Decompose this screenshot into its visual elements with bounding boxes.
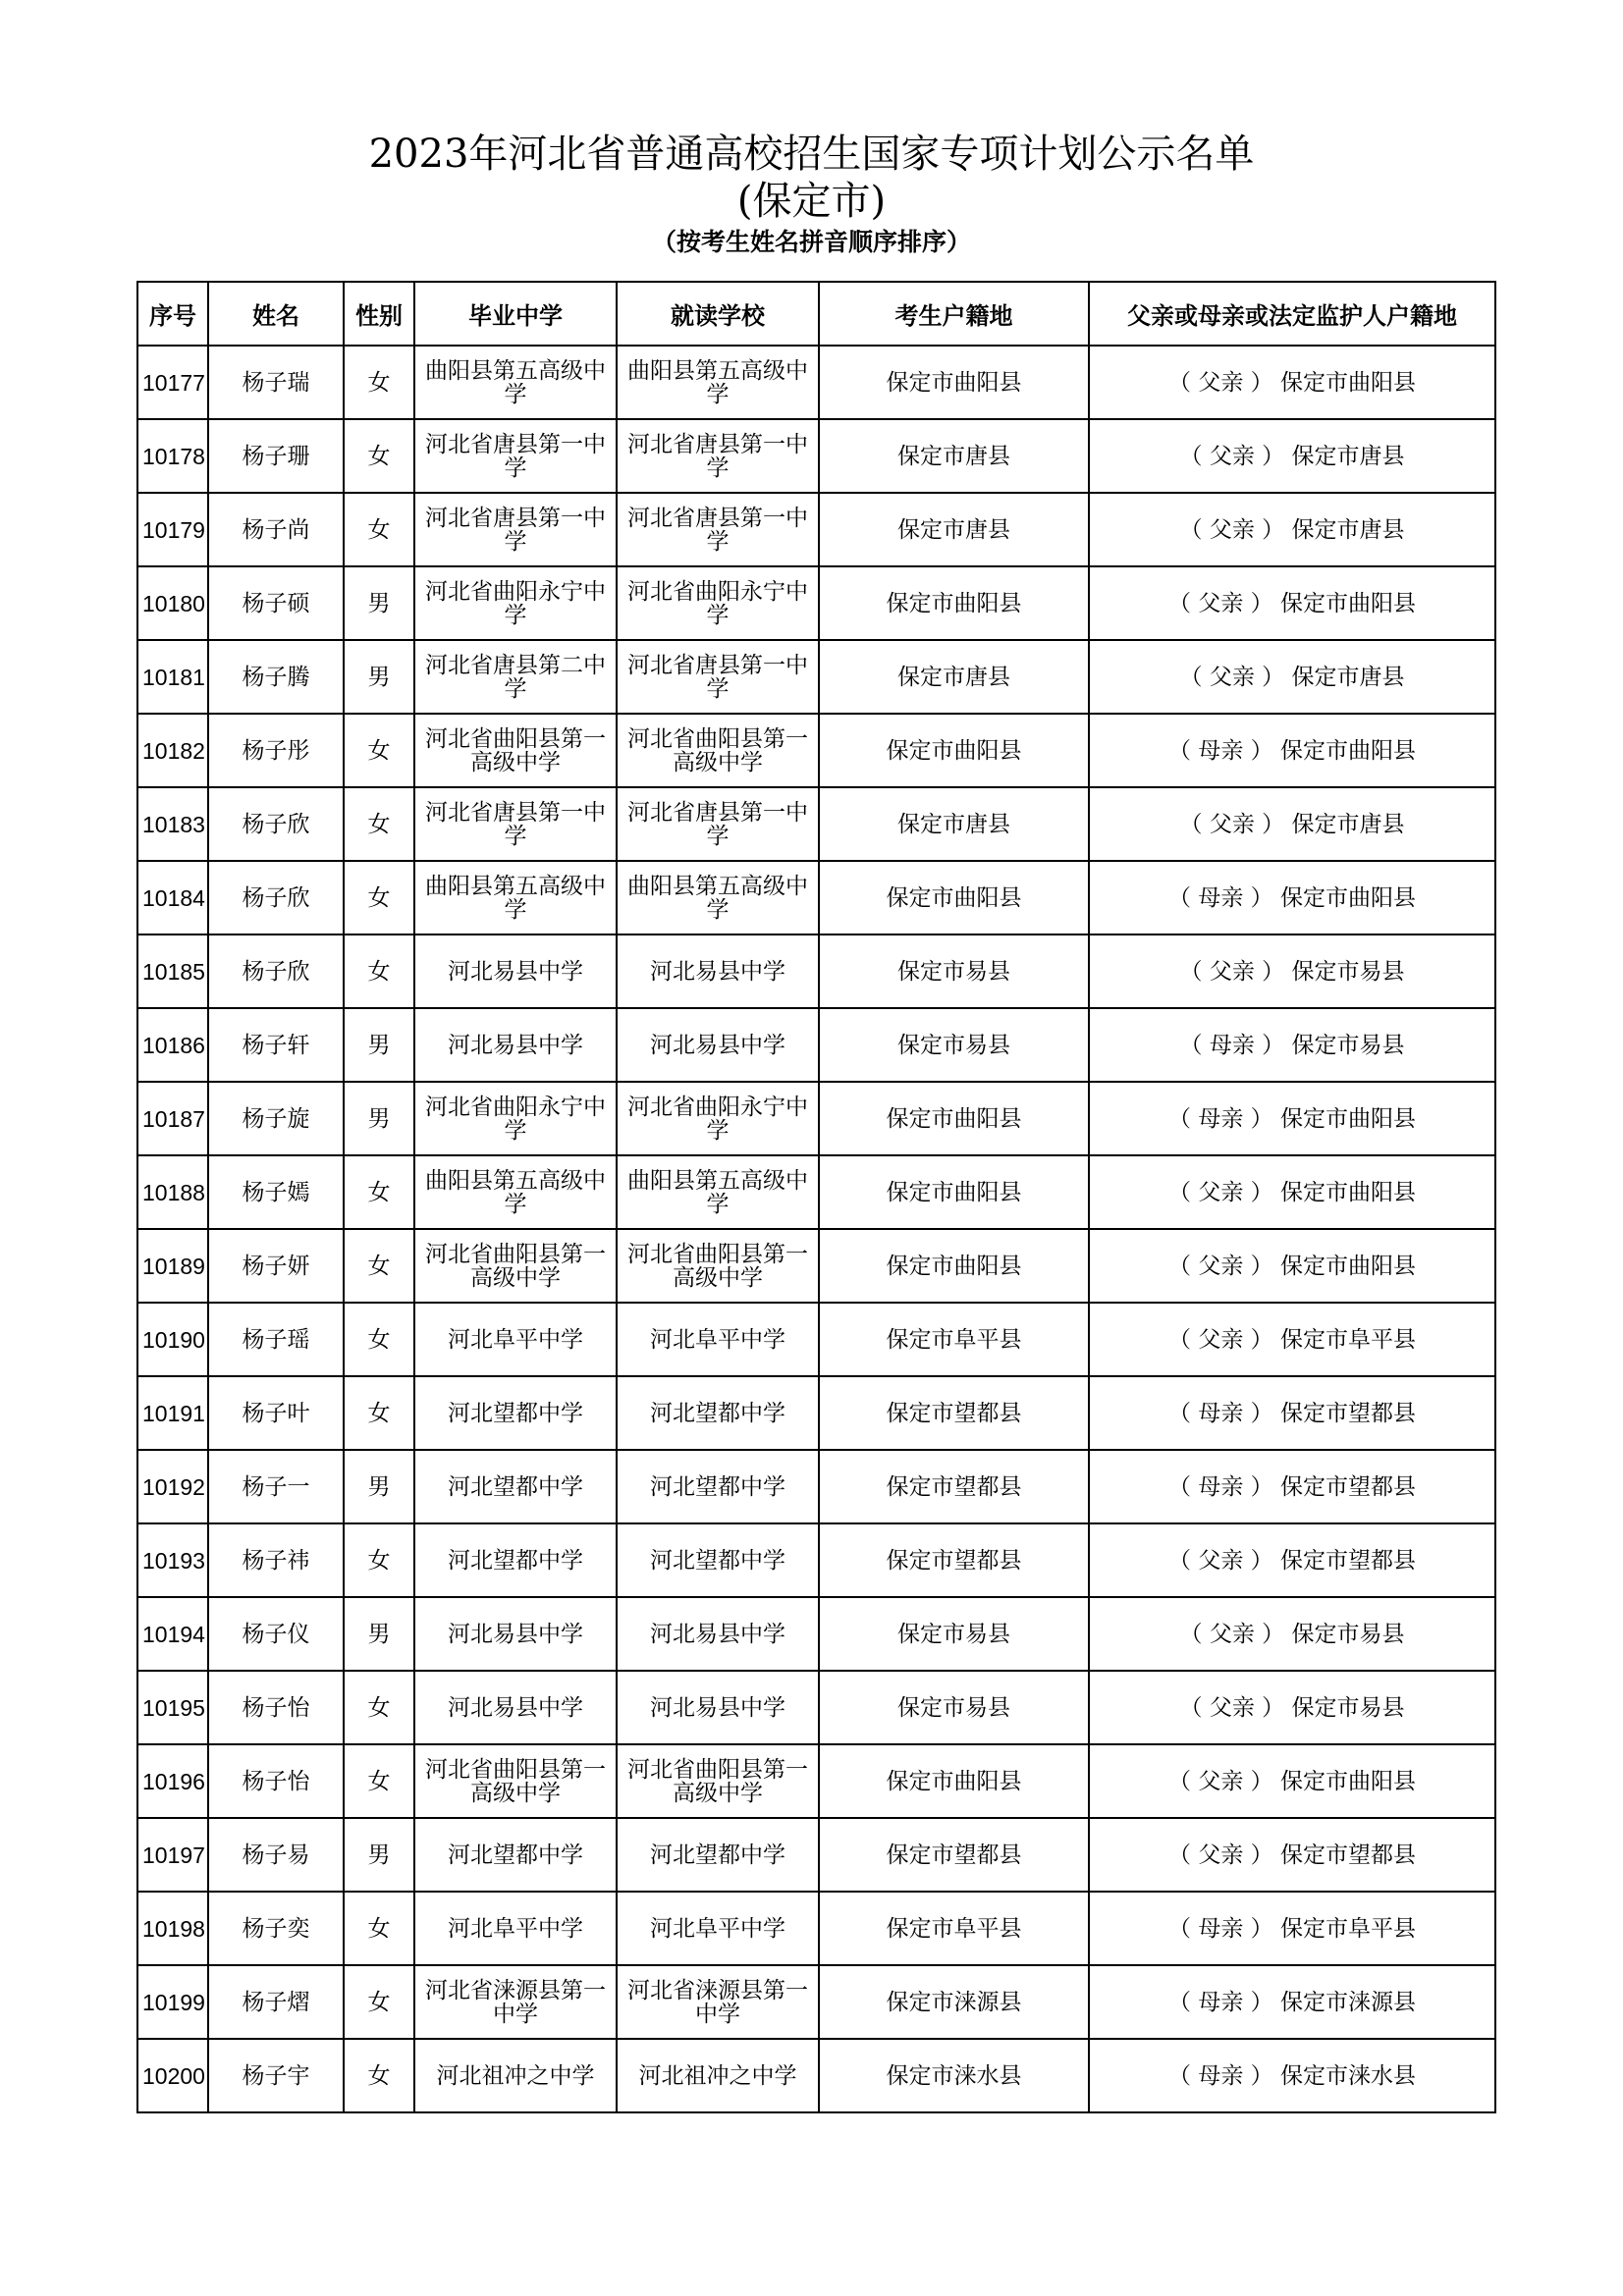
header-name: 姓名 [208, 282, 344, 346]
cell-graduated-school: 河北省涞源县第一中学 [414, 1965, 617, 2039]
cell-serial: 10190 [137, 1303, 208, 1376]
table-row [137, 1008, 1495, 1082]
cell-gender: 男 [344, 1450, 414, 1523]
table-row [137, 861, 1495, 934]
cell-current-school: 河北省曲阳永宁中学 [617, 1082, 819, 1155]
table-row [137, 419, 1495, 493]
cell-graduated-school: 河北省曲阳县第一高级中学 [414, 1229, 617, 1303]
cell-household: 保定市曲阳县 [819, 1082, 1089, 1155]
cell-guardian-household: （ 父亲 ） 保定市望都县 [1089, 1818, 1495, 1892]
cell-guardian-household: （ 父亲 ） 保定市曲阳县 [1089, 1744, 1495, 1818]
cell-guardian-household: （ 母亲 ） 保定市望都县 [1089, 1376, 1495, 1450]
cell-graduated-school: 河北省曲阳永宁中学 [414, 566, 617, 640]
cell-gender: 女 [344, 787, 414, 861]
cell-name: 杨子腾 [208, 640, 344, 714]
cell-gender: 女 [344, 1744, 414, 1818]
cell-household: 保定市阜平县 [819, 1303, 1089, 1376]
cell-current-school: 曲阳县第五高级中学 [617, 346, 819, 419]
cell-household: 保定市曲阳县 [819, 566, 1089, 640]
cell-household: 保定市唐县 [819, 419, 1089, 493]
table-row [137, 346, 1495, 419]
cell-serial: 10197 [137, 1818, 208, 1892]
cell-guardian-household: （ 父亲 ） 保定市曲阳县 [1089, 566, 1495, 640]
cell-name: 杨子怡 [208, 1744, 344, 1818]
cell-household: 保定市涞水县 [819, 2039, 1089, 2112]
cell-serial: 10198 [137, 1892, 208, 1965]
cell-gender: 女 [344, 1303, 414, 1376]
cell-serial: 10192 [137, 1450, 208, 1523]
cell-serial: 10183 [137, 787, 208, 861]
cell-gender: 女 [344, 1892, 414, 1965]
cell-graduated-school: 河北省曲阳县第一高级中学 [414, 714, 617, 787]
header-graduated-school: 毕业中学 [414, 282, 617, 346]
cell-graduated-school: 河北省唐县第二中学 [414, 640, 617, 714]
header-household: 考生户籍地 [819, 282, 1089, 346]
cell-household: 保定市易县 [819, 1008, 1089, 1082]
cell-gender: 女 [344, 1523, 414, 1597]
cell-current-school: 河北阜平中学 [617, 1303, 819, 1376]
cell-name: 杨子易 [208, 1818, 344, 1892]
cell-graduated-school: 河北望都中学 [414, 1818, 617, 1892]
cell-graduated-school: 河北望都中学 [414, 1450, 617, 1523]
cell-name: 杨子瑞 [208, 346, 344, 419]
cell-serial: 10180 [137, 566, 208, 640]
table-row [137, 1818, 1495, 1892]
cell-graduated-school: 河北望都中学 [414, 1523, 617, 1597]
cell-graduated-school: 河北阜平中学 [414, 1892, 617, 1965]
cell-serial: 10196 [137, 1744, 208, 1818]
cell-name: 杨子叶 [208, 1376, 344, 1450]
cell-name: 杨子欣 [208, 861, 344, 934]
cell-guardian-household: （ 父亲 ） 保定市望都县 [1089, 1523, 1495, 1597]
cell-household: 保定市唐县 [819, 787, 1089, 861]
cell-guardian-household: （ 母亲 ） 保定市曲阳县 [1089, 1082, 1495, 1155]
table-row [137, 2039, 1495, 2112]
cell-household: 保定市望都县 [819, 1818, 1089, 1892]
header-serial: 序号 [137, 282, 208, 346]
cell-name: 杨子旋 [208, 1082, 344, 1155]
cell-gender: 女 [344, 714, 414, 787]
cell-household: 保定市易县 [819, 1671, 1089, 1744]
cell-current-school: 河北省曲阳永宁中学 [617, 566, 819, 640]
cell-guardian-household: （ 父亲 ） 保定市唐县 [1089, 640, 1495, 714]
cell-name: 杨子奕 [208, 1892, 344, 1965]
cell-name: 杨子妍 [208, 1229, 344, 1303]
cell-graduated-school: 河北易县中学 [414, 1671, 617, 1744]
cell-graduated-school: 河北省唐县第一中学 [414, 493, 617, 566]
cell-name: 杨子欣 [208, 787, 344, 861]
cell-gender: 女 [344, 346, 414, 419]
cell-name: 杨子祎 [208, 1523, 344, 1597]
cell-graduated-school: 河北省唐县第一中学 [414, 787, 617, 861]
table-row [137, 566, 1495, 640]
cell-serial: 10185 [137, 934, 208, 1008]
cell-current-school: 河北望都中学 [617, 1818, 819, 1892]
cell-serial: 10177 [137, 346, 208, 419]
cell-household: 保定市易县 [819, 934, 1089, 1008]
cell-serial: 10184 [137, 861, 208, 934]
cell-serial: 10200 [137, 2039, 208, 2112]
cell-serial: 10178 [137, 419, 208, 493]
cell-serial: 10191 [137, 1376, 208, 1450]
cell-serial: 10193 [137, 1523, 208, 1597]
table-row [137, 1671, 1495, 1744]
cell-guardian-household: （ 父亲 ） 保定市唐县 [1089, 787, 1495, 861]
header-guardian-household: 父亲或母亲或法定监护人户籍地 [1089, 282, 1495, 346]
title-block [0, 130, 1623, 259]
cell-gender: 女 [344, 1376, 414, 1450]
cell-current-school: 河北易县中学 [617, 1597, 819, 1671]
cell-gender: 男 [344, 566, 414, 640]
table-row [137, 1376, 1495, 1450]
cell-name: 杨子硕 [208, 566, 344, 640]
cell-current-school: 河北望都中学 [617, 1523, 819, 1597]
cell-serial: 10182 [137, 714, 208, 787]
table-row [137, 1892, 1495, 1965]
cell-graduated-school: 河北省唐县第一中学 [414, 419, 617, 493]
cell-graduated-school: 河北省曲阳永宁中学 [414, 1082, 617, 1155]
cell-name: 杨子珊 [208, 419, 344, 493]
roster-table [136, 281, 1496, 2113]
cell-household: 保定市曲阳县 [819, 346, 1089, 419]
cell-gender: 女 [344, 493, 414, 566]
cell-graduated-school: 河北易县中学 [414, 934, 617, 1008]
cell-serial: 10187 [137, 1082, 208, 1155]
cell-current-school: 河北省曲阳县第一高级中学 [617, 1744, 819, 1818]
cell-gender: 女 [344, 1155, 414, 1229]
cell-current-school: 河北易县中学 [617, 1671, 819, 1744]
cell-guardian-household: （ 母亲 ） 保定市涞源县 [1089, 1965, 1495, 2039]
cell-guardian-household: （ 父亲 ） 保定市阜平县 [1089, 1303, 1495, 1376]
cell-serial: 10194 [137, 1597, 208, 1671]
header-row [137, 282, 1495, 346]
cell-household: 保定市曲阳县 [819, 1229, 1089, 1303]
cell-current-school: 河北省曲阳县第一高级中学 [617, 1229, 819, 1303]
cell-household: 保定市望都县 [819, 1523, 1089, 1597]
table-row [137, 1523, 1495, 1597]
cell-current-school: 河北阜平中学 [617, 1892, 819, 1965]
cell-graduated-school: 河北省曲阳县第一高级中学 [414, 1744, 617, 1818]
cell-current-school: 河北祖冲之中学 [617, 2039, 819, 2112]
table-row [137, 1744, 1495, 1818]
table-row [137, 1965, 1495, 2039]
cell-guardian-household: （ 父亲 ） 保定市易县 [1089, 1671, 1495, 1744]
cell-household: 保定市望都县 [819, 1376, 1089, 1450]
roster-body [137, 346, 1495, 2112]
cell-gender: 女 [344, 1671, 414, 1744]
sort-note: （按考生姓名拼音顺序排序） [651, 228, 971, 256]
cell-graduated-school: 曲阳县第五高级中学 [414, 861, 617, 934]
table-row [137, 493, 1495, 566]
cell-household: 保定市唐县 [819, 640, 1089, 714]
cell-gender: 女 [344, 2039, 414, 2112]
cell-guardian-household: （ 母亲 ） 保定市涞水县 [1089, 2039, 1495, 2112]
cell-current-school: 河北省唐县第一中学 [617, 493, 819, 566]
cell-guardian-household: （ 父亲 ） 保定市易县 [1089, 934, 1495, 1008]
cell-graduated-school: 河北易县中学 [414, 1008, 617, 1082]
cell-current-school: 河北省唐县第一中学 [617, 419, 819, 493]
cell-guardian-household: （ 父亲 ） 保定市易县 [1089, 1597, 1495, 1671]
table-row [137, 1229, 1495, 1303]
cell-gender: 男 [344, 1818, 414, 1892]
cell-serial: 10188 [137, 1155, 208, 1229]
table-row [137, 1303, 1495, 1376]
cell-household: 保定市曲阳县 [819, 714, 1089, 787]
table-row [137, 1155, 1495, 1229]
cell-name: 杨子轩 [208, 1008, 344, 1082]
cell-serial: 10189 [137, 1229, 208, 1303]
header-gender: 性别 [344, 282, 414, 346]
cell-name: 杨子宇 [208, 2039, 344, 2112]
cell-gender: 男 [344, 1008, 414, 1082]
cell-name: 杨子彤 [208, 714, 344, 787]
cell-current-school: 曲阳县第五高级中学 [617, 1155, 819, 1229]
cell-household: 保定市望都县 [819, 1450, 1089, 1523]
table-row [137, 714, 1495, 787]
cell-graduated-school: 河北祖冲之中学 [414, 2039, 617, 2112]
cell-name: 杨子尚 [208, 493, 344, 566]
cell-gender: 女 [344, 1965, 414, 2039]
cell-graduated-school: 河北易县中学 [414, 1597, 617, 1671]
cell-current-school: 曲阳县第五高级中学 [617, 861, 819, 934]
cell-current-school: 河北省唐县第一中学 [617, 640, 819, 714]
cell-gender: 男 [344, 1082, 414, 1155]
table-row [137, 934, 1495, 1008]
page-subtitle: (保定市) [736, 179, 887, 224]
cell-guardian-household: （ 母亲 ） 保定市易县 [1089, 1008, 1495, 1082]
cell-gender: 女 [344, 419, 414, 493]
cell-serial: 10179 [137, 493, 208, 566]
cell-gender: 男 [344, 1597, 414, 1671]
cell-current-school: 河北望都中学 [617, 1376, 819, 1450]
cell-name: 杨子仪 [208, 1597, 344, 1671]
cell-gender: 女 [344, 1229, 414, 1303]
cell-name: 杨子怡 [208, 1671, 344, 1744]
cell-gender: 男 [344, 640, 414, 714]
table-row [137, 640, 1495, 714]
cell-graduated-school: 曲阳县第五高级中学 [414, 346, 617, 419]
cell-guardian-household: （ 父亲 ） 保定市唐县 [1089, 493, 1495, 566]
table-row [137, 1450, 1495, 1523]
cell-household: 保定市唐县 [819, 493, 1089, 566]
cell-current-school: 河北易县中学 [617, 934, 819, 1008]
cell-household: 保定市阜平县 [819, 1892, 1089, 1965]
table-row [137, 1597, 1495, 1671]
cell-name: 杨子熠 [208, 1965, 344, 2039]
cell-name: 杨子欣 [208, 934, 344, 1008]
header-current-school: 就读学校 [617, 282, 819, 346]
cell-name: 杨子一 [208, 1450, 344, 1523]
cell-name: 杨子瑶 [208, 1303, 344, 1376]
cell-guardian-household: （ 父亲 ） 保定市曲阳县 [1089, 1155, 1495, 1229]
cell-household: 保定市涞源县 [819, 1965, 1089, 2039]
cell-guardian-household: （ 父亲 ） 保定市唐县 [1089, 419, 1495, 493]
cell-gender: 女 [344, 861, 414, 934]
cell-serial: 10199 [137, 1965, 208, 2039]
cell-guardian-household: （ 父亲 ） 保定市曲阳县 [1089, 1229, 1495, 1303]
cell-guardian-household: （ 母亲 ） 保定市阜平县 [1089, 1892, 1495, 1965]
cell-graduated-school: 河北阜平中学 [414, 1303, 617, 1376]
cell-current-school: 河北省曲阳县第一高级中学 [617, 714, 819, 787]
cell-guardian-household: （ 母亲 ） 保定市曲阳县 [1089, 714, 1495, 787]
cell-household: 保定市易县 [819, 1597, 1089, 1671]
cell-current-school: 河北省唐县第一中学 [617, 787, 819, 861]
cell-guardian-household: （ 母亲 ） 保定市望都县 [1089, 1450, 1495, 1523]
table-row [137, 787, 1495, 861]
cell-serial: 10195 [137, 1671, 208, 1744]
cell-current-school: 河北省涞源县第一中学 [617, 1965, 819, 2039]
cell-graduated-school: 河北望都中学 [414, 1376, 617, 1450]
cell-guardian-household: （ 父亲 ） 保定市曲阳县 [1089, 346, 1495, 419]
cell-household: 保定市曲阳县 [819, 861, 1089, 934]
cell-current-school: 河北易县中学 [617, 1008, 819, 1082]
cell-household: 保定市曲阳县 [819, 1155, 1089, 1229]
cell-graduated-school: 曲阳县第五高级中学 [414, 1155, 617, 1229]
cell-name: 杨子嫣 [208, 1155, 344, 1229]
cell-household: 保定市曲阳县 [819, 1744, 1089, 1818]
cell-gender: 女 [344, 934, 414, 1008]
cell-serial: 10186 [137, 1008, 208, 1082]
cell-serial: 10181 [137, 640, 208, 714]
table-row [137, 1082, 1495, 1155]
page-title: 2023年河北省普通高校招生国家专项计划公示名单 [368, 132, 1255, 177]
cell-current-school: 河北望都中学 [617, 1450, 819, 1523]
cell-guardian-household: （ 母亲 ） 保定市曲阳县 [1089, 861, 1495, 934]
